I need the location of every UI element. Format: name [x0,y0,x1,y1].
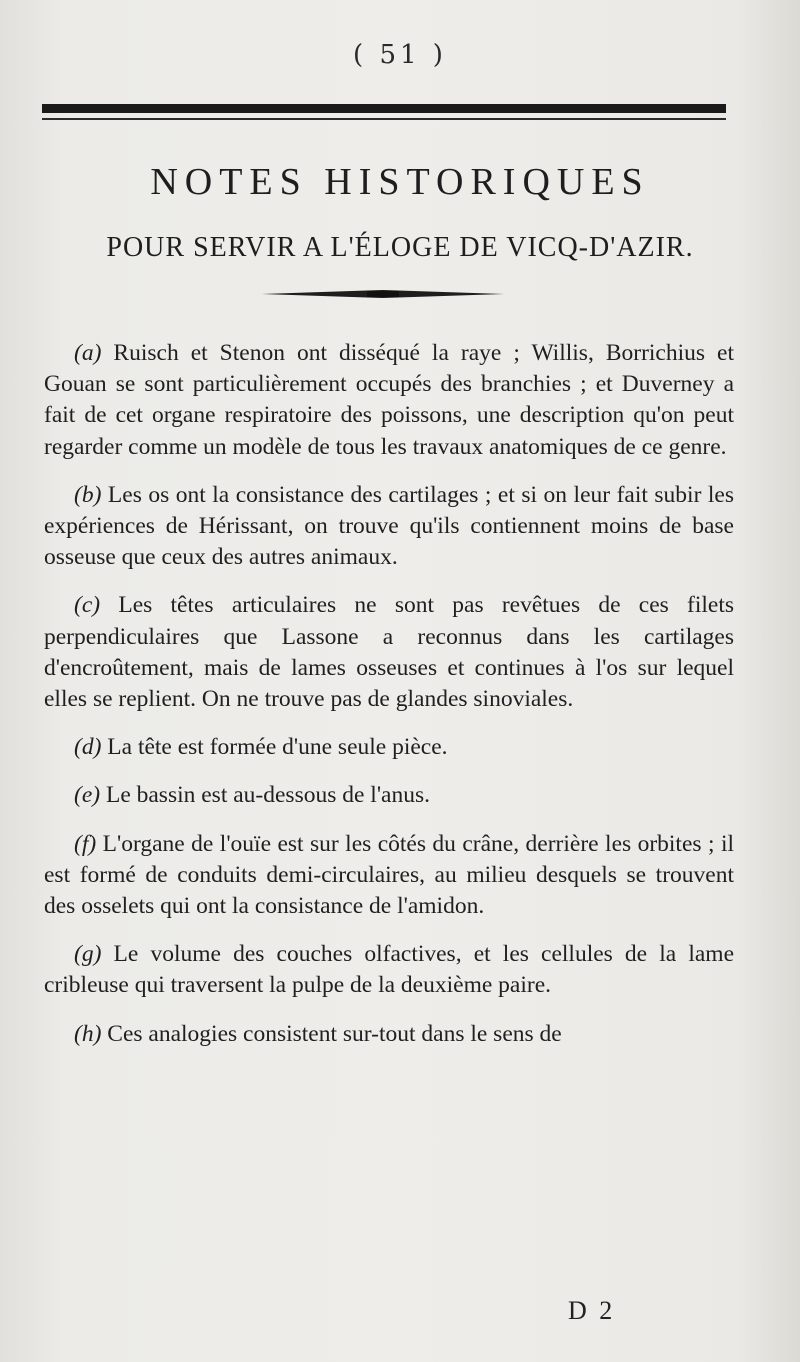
notes-list [44,338,734,1067]
note-g [44,939,734,1001]
note-marker: (f) [74,830,97,857]
note-d [44,732,734,763]
note-c [44,590,734,715]
note-a [44,338,734,463]
note-marker: (c) [74,592,101,619]
note-marker: (b) [74,481,102,508]
header-rule-thick [42,104,726,113]
note-marker: (h) [74,1020,102,1047]
header-rule-thin [42,118,726,120]
note-text: Ruisch et Stenon ont disséqué la raye ; Willis, Borrichius et Gouan se sont particulièrement occupés des branchies ; et Duverney a fait de cet organe respiratoire des poissons, une description qu'on peut regarder comme un modèle de tous les travaux anatomiques de ce genre. [44,340,735,460]
note-b [44,480,734,574]
note-text: Ces analogies consistent sur-tout dans le sens de [107,1020,562,1047]
ornament-divider [262,289,504,299]
signature-mark: D 2 [568,1296,616,1325]
note-text: Les têtes articulaires ne sont pas revêtues de ces filets perpendiculaires que Lassone a reconnus dans les cartilages d'encroûtement, mais de lames osseuses et continues à l'os sur lequel elles se replient. On ne trouve pas de glandes sinoviales. [44,592,735,713]
note-marker: (e) [74,782,101,809]
page-title: NOTES HISTORIQUES [150,161,650,203]
note-text: L'organe de l'ouïe est sur les côtés du crâne, derrière les orbites ; il est formé de conduits demi-circulaires, au milieu desquels se trouvent des osselets qui ont la consistance de l'amidon. [44,830,735,920]
note-h [44,1019,734,1050]
note-text: Le bassin est au-dessous de l'anus. [105,782,431,809]
note-text: La tête est formée d'une seule pièce. [107,734,448,761]
note-text: Le volume des couches olfactives, et les cellules de la lame cribleuse qui traversent la pulpe de la deuxième paire. [44,941,734,999]
note-e [44,780,734,811]
note-marker: (d) [74,734,102,761]
note-marker: (a) [74,340,102,366]
note-text: Les os ont la consistance des cartilages ; et si on leur fait subir les expériences de Hérissant, on trouve qu'ils contiennent moins de base osseuse que ceux des autres animaux. [44,481,734,571]
page-subtitle: POUR SERVIR A L'ÉLOGE DE VICQ-D'AZIR. [106,232,694,263]
note-marker: (g) [74,941,102,968]
note-f [44,829,734,923]
page-number: ( 51 ) [353,40,447,70]
